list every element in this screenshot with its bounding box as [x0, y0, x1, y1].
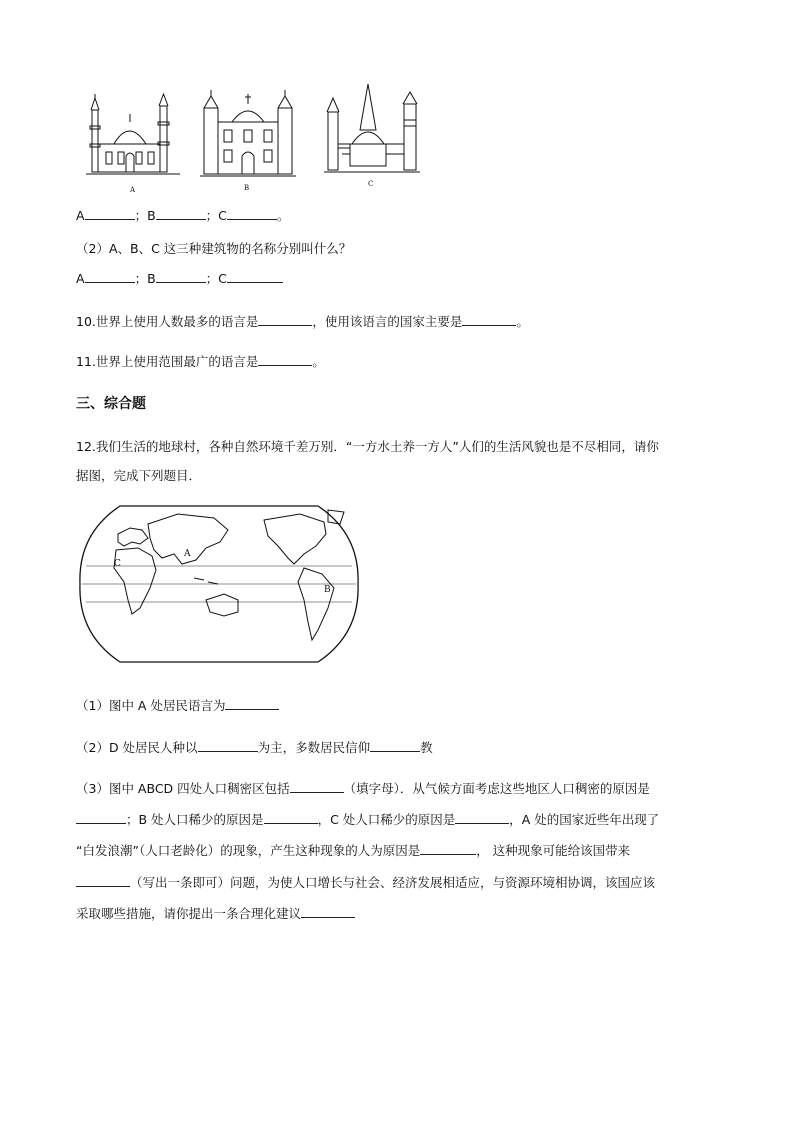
- answer-blank-b[interactable]: [156, 206, 206, 220]
- answer-blank-q12-3-c[interactable]: [455, 810, 509, 824]
- answer-blank-q11[interactable]: [258, 352, 312, 366]
- world-map: [78, 504, 360, 664]
- answer-blank-q12-1[interactable]: [225, 696, 279, 710]
- building-figure-c: [322, 84, 422, 188]
- question-12-3-line-5: [76, 904, 355, 924]
- answer-blank-q10-2[interactable]: [462, 312, 516, 326]
- map-label-c: C: [114, 559, 121, 569]
- q12-3-text-4: ，C 处人口稀少的原因是: [317, 812, 456, 827]
- question-12-line-1: 12.我们生活的地球村，各种自然环境千差万别．“一方水土养一方人”人们的生活风貌也是不尽相同，请你: [76, 439, 659, 454]
- q12-2-text-3: 教: [420, 740, 433, 755]
- question-12-3-line-4: [76, 873, 655, 893]
- q12-3-text-9: 采取哪些措施，请你提出一条合理化建议: [76, 906, 302, 921]
- q12-3-text-1: （3）图中 ABCD 四处人口稠密区包括: [76, 781, 290, 796]
- answer-blank-q12-3-problem[interactable]: [76, 873, 130, 887]
- answer-blank-q12-2-religion[interactable]: [370, 738, 420, 752]
- answer-blank-b[interactable]: [156, 269, 206, 283]
- label-a: A: [76, 271, 85, 286]
- label-c: ；C: [205, 271, 227, 286]
- building-types-answer-line: [76, 206, 289, 226]
- label-b: ；B: [134, 271, 156, 286]
- period: 。: [276, 208, 290, 223]
- question-12-3-line-2: [76, 810, 659, 830]
- q12-1-text: （1）图中 A 处居民语言为: [76, 698, 226, 713]
- answer-blank-a[interactable]: [85, 269, 135, 283]
- answer-blank-q12-3-climate[interactable]: [76, 810, 126, 824]
- period: 。: [516, 314, 529, 329]
- label-b: ；B: [134, 208, 156, 223]
- question-12-3-line-3: [76, 841, 630, 861]
- answer-blank-a[interactable]: [85, 206, 135, 220]
- question-12-1: [76, 696, 279, 716]
- question-9-2: （2）A、B、C 这三种建筑物的名称分别叫什么？: [76, 241, 352, 256]
- question-12-line-2: 据图，完成下列题目．: [76, 468, 202, 483]
- q10-text-1: 10.世界上使用人数最多的语言是: [76, 314, 259, 329]
- building-names-answer-line: [76, 269, 283, 289]
- q12-2-text-2: 为主，多数居民信仰: [257, 740, 371, 755]
- building-label-c: C: [368, 180, 374, 188]
- building-figure-b: [198, 86, 298, 192]
- q12-3-text-7: ， 这种现象可能给该国带来: [476, 843, 631, 858]
- answer-blank-c[interactable]: [227, 269, 283, 283]
- answer-blank-q10-1[interactable]: [258, 312, 312, 326]
- q12-3-text-6: “白发浪潮”（人口老龄化）的现象，产生这种现象的人为原因是: [76, 843, 421, 858]
- answer-blank-q12-3-suggestion[interactable]: [301, 904, 355, 918]
- building-figure-a: [84, 92, 184, 194]
- q12-3-text-2: （填字母）．从气候方面考虑这些地区人口稠密的原因是: [343, 781, 650, 796]
- label-a: A: [76, 208, 85, 223]
- q12-3-text-5: ，A 处的国家近些年出现了: [509, 812, 660, 827]
- answer-blank-q12-3-cause[interactable]: [420, 841, 476, 855]
- q12-3-text-3: ；B 处人口稀少的原因是: [126, 812, 264, 827]
- answer-blank-q12-2-race[interactable]: [198, 738, 258, 752]
- map-label-a: A: [184, 549, 191, 559]
- building-label-b: B: [244, 184, 250, 192]
- question-12-2: [76, 738, 433, 758]
- section-heading: 三、综合题: [76, 396, 146, 412]
- q11-text: 11.世界上使用范围最广的语言是: [76, 354, 259, 369]
- answer-blank-q12-3-letters[interactable]: [290, 779, 344, 793]
- building-label-a: A: [130, 186, 136, 194]
- map-label-b: B: [324, 585, 331, 595]
- q12-3-text-8: （写出一条即可）问题，为使人口增长与社会、经济发展相适应，与资源环境相协调，该国应该: [130, 875, 656, 890]
- answer-blank-c[interactable]: [227, 206, 277, 220]
- answer-blank-q12-3-b[interactable]: [264, 810, 318, 824]
- question-12-3-line-1: [76, 779, 650, 799]
- q12-2-text-1: （2）D 处居民人种以: [76, 740, 198, 755]
- q10-text-2: ，使用该语言的国家主要是: [312, 314, 463, 329]
- period: 。: [312, 354, 325, 369]
- question-11: [76, 352, 325, 372]
- question-10: [76, 312, 529, 332]
- label-c: ；C: [205, 208, 227, 223]
